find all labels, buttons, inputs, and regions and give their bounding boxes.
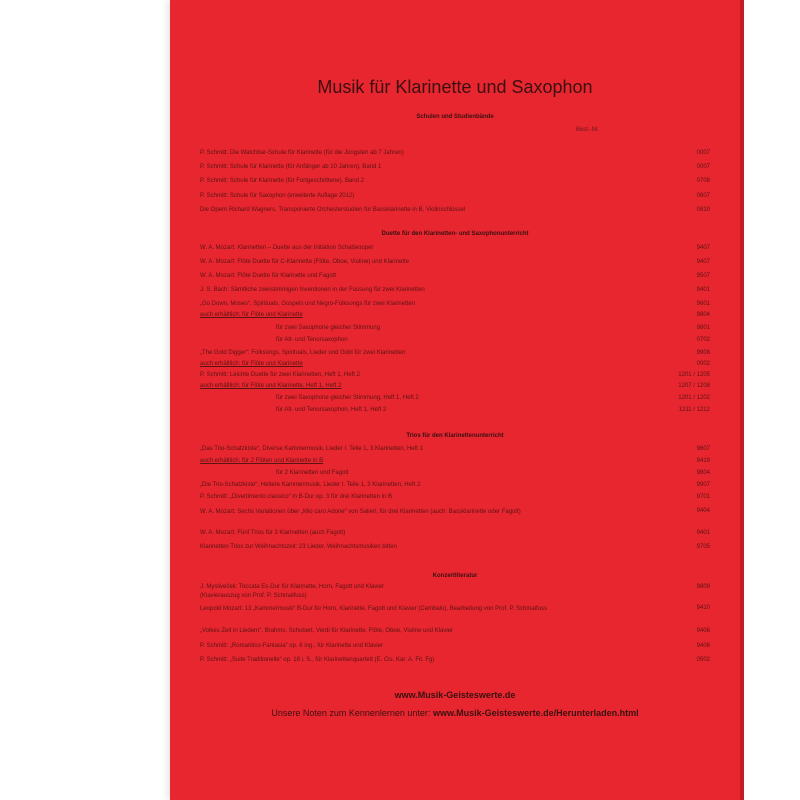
list-item: P. Schmitt: Die Watchbar-Schule für Klarinette (für die Jüngsten ab 7 Jahren) 0007 <box>200 150 710 156</box>
list-item: P. Schmitt: Schule für Klarinette (für Fortgeschrittene), Band 2 0708 <box>200 178 710 184</box>
list-item: P. Schmitt: Schule für Saxophon (erweiterte Auflage 2012) 0607 <box>200 193 710 199</box>
section-heading: Trios für den Klarinettenunterricht <box>406 433 504 439</box>
bestnr-label: Best.-Nr. <box>576 127 600 133</box>
list-item: für Alt- und Tenorsaxophon 0702 <box>276 337 710 343</box>
list-item: „Das Trio-Schatzkiste“, Diverse Kammermusik, Lieder I. Teile 1, 3 Klarinetten, Heft 1 9607 <box>200 446 710 452</box>
download-link[interactable]: www.Musik-Geisteswerte.de/Herunterladen.html <box>432 708 639 718</box>
list-item: Klarinetten Trios zur Weihnachtszeit: 23 Lieder, Weihnachtsmusiken bitten 9705 <box>200 544 710 550</box>
list-item: „Volkes Zeit in Liedern“, Brahms, Schubert, Verdi für Klarinette, Flöte, Oboe, Violine und Klavier 9406 <box>200 628 710 634</box>
list-item: für 2 Klarinetten und Fagott 9804 <box>276 470 710 476</box>
website-link[interactable]: www.Musik-Geisteswerte.de <box>394 690 516 700</box>
list-item: (Klavierauszug von Prof. P. Schmalfuss) <box>200 593 307 599</box>
list-item: W. A. Mozart: Flöte Duette für Klarinette und Fagott 9507 <box>200 273 710 279</box>
list-item: W. A. Mozart: Fünf Trios für 3 Klarinetten (auch Fagott) 9401 <box>200 530 710 536</box>
list-item: für zwei Saxophone gleicher Stimmung, Heft 1, Heft 2 1201 / 1202 <box>276 395 710 401</box>
list-item: für Alt- und Tenorsaxophon, Heft 1, Heft 2 1211 / 1212 <box>276 407 710 413</box>
list-item: für zwei Saxophone gleicher Stimmung 9801 <box>276 325 710 331</box>
download-text: Unsere Noten zum Kennenlernen unter: <box>271 708 431 718</box>
section-heading: Schulen und Studienbände <box>416 114 494 120</box>
section-heading: Duette für den Klarinetten- und Saxophonunterricht <box>381 231 529 237</box>
list-item: auch erhältlich: für Flöte und Klarinette 0002 <box>200 361 710 367</box>
list-item: auch erhältlich: für 2 Flöten und Klarinette in B 9419 <box>200 458 710 464</box>
page-title: Musik für Klarinette und Saxophon <box>317 77 593 97</box>
section-heading: Konzertliteratur <box>432 573 478 579</box>
list-item: P. Schmitt: „Suite Traditionelle“ op. 18 i. S., für Klarinettenquartett (E. Cis. Kar. A. Fit. Fg) 0502 <box>200 657 710 663</box>
download-line <box>170 708 740 718</box>
list-item: J. S. Bach: Sämtliche zweistimmigen Inventionen in der Fassung für zwei Klarinetten 9401 <box>200 287 710 293</box>
list-item: auch erhältlich: für Flöte und Klarinette, Heft 1, Heft 2 1207 / 1208 <box>200 383 710 389</box>
list-item: P. Schmitt: „Romantico-Fantasia“ op. 6 ing., für Klarinette und Klavier 9406 <box>200 643 710 649</box>
list-item: „The Gold Digger“: Folksongs, Spirituals, Lieder und Gold für zwei Klarinetten 9908 <box>200 350 710 356</box>
list-item: auch erhältlich: für Flöte und Klarinette 9804 <box>200 312 710 318</box>
page-edge <box>740 0 744 800</box>
list-item: „Die Trio-Schatzkiste“, Heitere Kammermusik, Lieder I. Teile 1, 3 Klarinetten, Heft 2 9907 <box>200 482 710 488</box>
list-item: W. A. Mozart: Sechs Variationen über „Mio caro Adone“ von Salieri, für drei Klarinetten (auch: Bassklarinette oder Fagott) 9404 <box>200 508 710 515</box>
list-item: Die Opern Richard Wagners. Transponierte Orchesterstudien für Bassklarinette in B, Violinschlüssel 0810 <box>200 207 710 213</box>
list-item: Leopold Mozart: 13 „Kammermusik“ B-Dur für Horn, Klarinette, Fagott und Klavier (Cembalo), Bearbeitung von Prof. P. Schmalfuss 9410 <box>200 605 710 612</box>
list-item: „Go Down, Moses“, Spirituals, Gospels und Negro-Folksongs für zwei Klarinetten 9601 <box>200 301 710 307</box>
list-item: P. Schmitt: „Divertimento classico“ in B-Dur op. 3 für drei Klarinetten in B 9701 <box>200 494 710 500</box>
list-item: W. A. Mozart: Klarinetten – Duette aus der Initiation Schatteooper 9407 <box>200 245 710 251</box>
list-item: P. Schmitt: Leichte Duette für zwei Klarinetten, Heft 1, Heft 2 1201 / 1205 <box>200 372 710 378</box>
list-item: P. Schmitt: Schule für Klarinette (für Anfänger ab 10 Jahren), Band 1 0007 <box>200 164 710 170</box>
list-item: W. A. Mozart: Flöte Duette für C-Klarinette (Flöte, Oboe, Violine) und Klarinette 9407 <box>200 259 710 265</box>
list-item: J. Mysliveček: Toccata Es-Dur für Klarinette, Horn, Fagott und Klavier 9809 <box>200 584 710 590</box>
cover-page <box>170 0 740 800</box>
